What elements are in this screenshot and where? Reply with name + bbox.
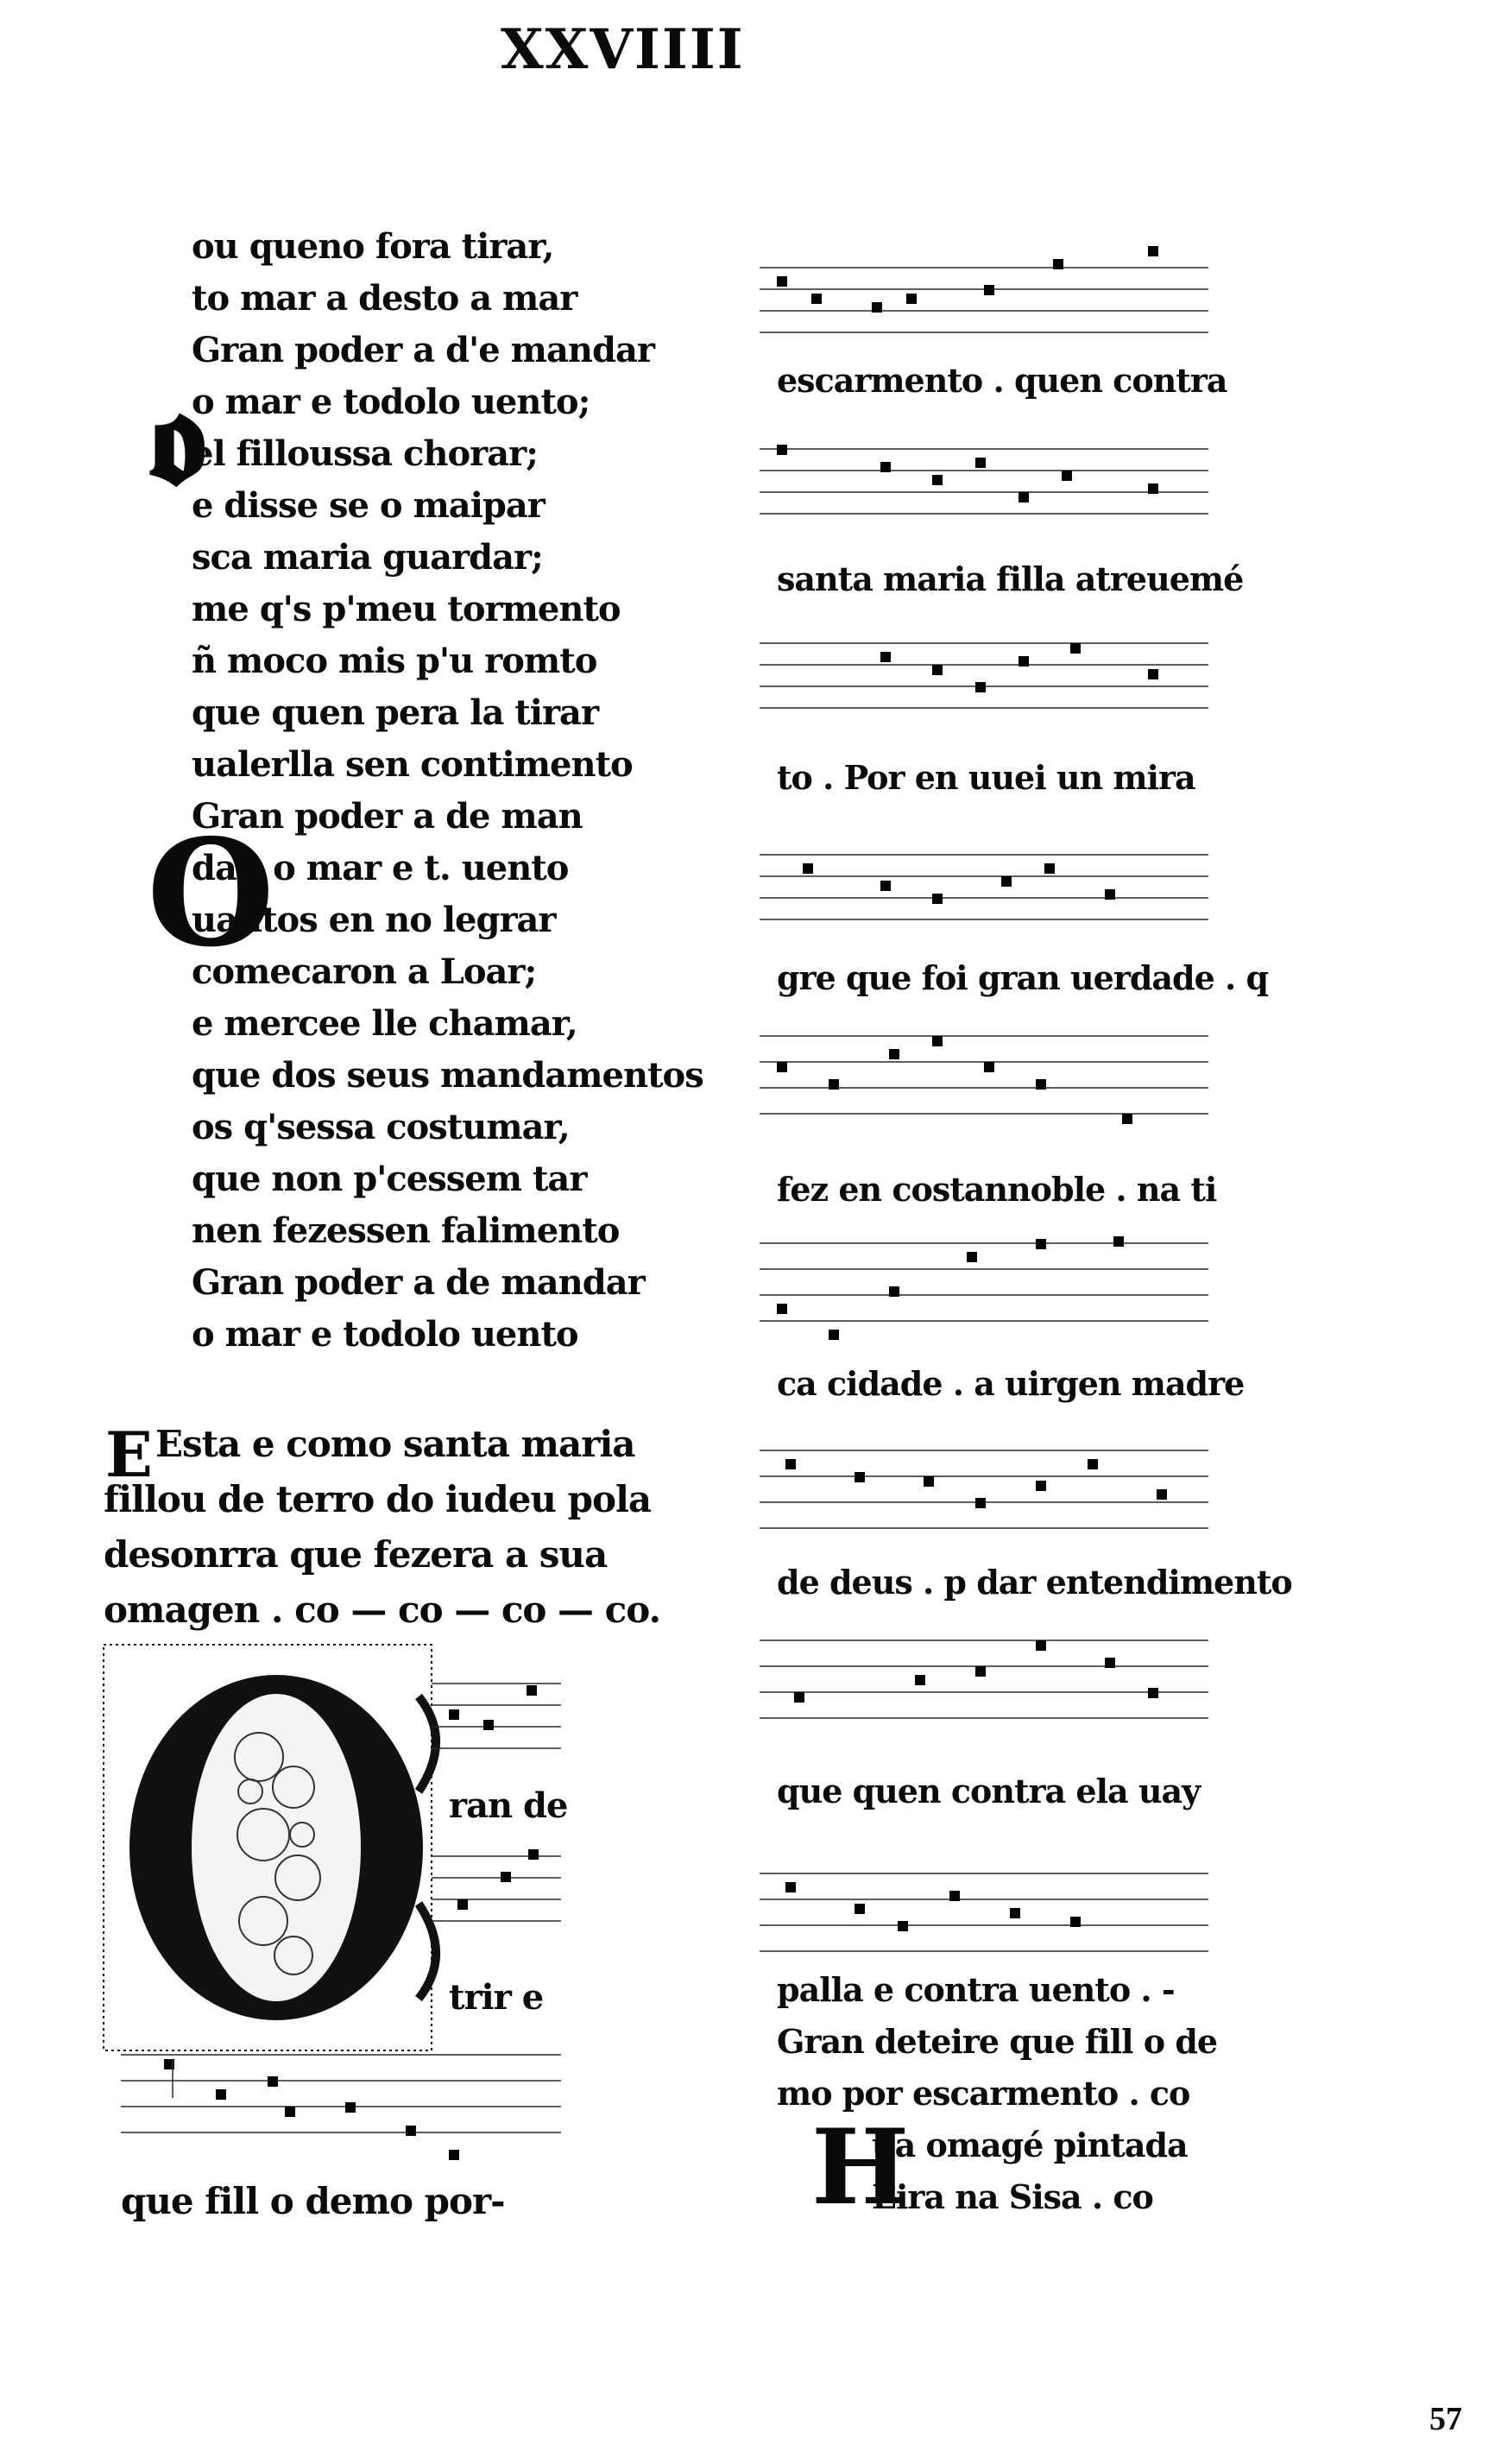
- lyric-line: trir e: [449, 1977, 544, 2018]
- lyric-line: ua omagé pintada: [872, 2126, 1188, 2164]
- lyric-line: fez en costannoble . na ti: [777, 1170, 1217, 1209]
- initial-letter-q: 𝖔: [147, 363, 206, 515]
- verse-line: ou queno fora tirar,: [192, 226, 554, 267]
- verse-line: e mercee lle chamar,: [192, 1003, 577, 1044]
- lyric-line: escarmento . quen contra: [777, 361, 1227, 400]
- verse-line: e disse se o maipar: [192, 485, 545, 526]
- lyric-line: santa maria filla atreuemé: [777, 559, 1244, 598]
- music-staff: [760, 1848, 1208, 1977]
- lyric-line: de deus . p dar entendimento: [777, 1563, 1292, 1602]
- rubric-line: Esta e como santa maria: [155, 1423, 635, 1465]
- verse-line: Gran poder a d'e mandar: [192, 330, 654, 370]
- music-staff: [760, 1425, 1208, 1554]
- lyric-line: mo por escarmento . co: [777, 2074, 1190, 2113]
- lyric-line: Eira na Sisa . co: [872, 2177, 1153, 2216]
- folio-number: XXVIIII: [501, 17, 745, 82]
- verse-line: que non p'cessem tar: [192, 1159, 587, 1199]
- initial-letter-h: H: [811, 2107, 910, 2228]
- lyric-line: que quen contra ela uay: [777, 1772, 1201, 1810]
- music-staff: [432, 1839, 561, 1943]
- illuminated-initial: [86, 1627, 449, 2059]
- verse-line: Gran poder a de mandar: [192, 1262, 645, 1303]
- verse-line: el filloussa chorar;: [192, 433, 538, 474]
- music-staff: [760, 1010, 1208, 1148]
- page-number: 57: [1429, 2401, 1462, 2437]
- lyric-line: gre que foi gran uerdade . q: [777, 958, 1269, 997]
- verse-line: nen fezessen falimento: [192, 1210, 620, 1251]
- initial-letter-o: O: [147, 807, 275, 980]
- verse-line: sca maria guardar;: [192, 537, 543, 578]
- lyric-line: ran de: [449, 1785, 568, 1826]
- music-staff: [432, 1666, 561, 1770]
- music-staff: [760, 242, 1208, 354]
- verse-line: que dos seus mandamentos: [192, 1055, 703, 1096]
- verse-line: me q's p'meu tormento: [192, 589, 621, 629]
- music-staff: [760, 617, 1208, 730]
- music-staff: [760, 423, 1208, 535]
- rubric-line: omagen . co — co — co — co.: [104, 1589, 661, 1631]
- music-staff: [760, 829, 1208, 941]
- rubric-line: desonrra que fezera a sua: [104, 1533, 608, 1576]
- verse-line: o mar e todolo uento;: [192, 382, 590, 422]
- verse-line: o mar e todolo uento: [192, 1314, 578, 1355]
- verse-line: ualerlla sen contimento: [192, 744, 633, 785]
- music-staff: [760, 1614, 1208, 1744]
- lyric-line: palla e contra uento . -: [777, 1970, 1175, 2009]
- verse-line: dar. o mar e t. uento: [192, 848, 569, 888]
- verse-line: uantos en no legrar: [192, 900, 556, 940]
- initial-letter-e: E: [105, 1418, 153, 1491]
- lyric-line: Gran deteire que fill o de: [777, 2022, 1218, 2061]
- rubric-line: fillou de terro do iudeu pola: [104, 1478, 652, 1520]
- verse-line: comecaron a Loar;: [192, 951, 537, 992]
- music-staff: [121, 2029, 561, 2167]
- verse-line: ñ moco mis p'u romto: [192, 641, 597, 681]
- lyric-line: to . Por en uuei un mira: [777, 758, 1195, 797]
- verse-line: os q'sessa costumar,: [192, 1107, 570, 1147]
- lyric-line: ca cidade . a uirgen madre: [777, 1364, 1245, 1403]
- verse-line: to mar a desto a mar: [192, 278, 577, 319]
- lyric-line: que fill o demo por-: [121, 2180, 505, 2222]
- verse-line: Gran poder a de man: [192, 796, 583, 837]
- music-staff: [760, 1217, 1208, 1355]
- verse-line: que quen pera la tirar: [192, 692, 599, 733]
